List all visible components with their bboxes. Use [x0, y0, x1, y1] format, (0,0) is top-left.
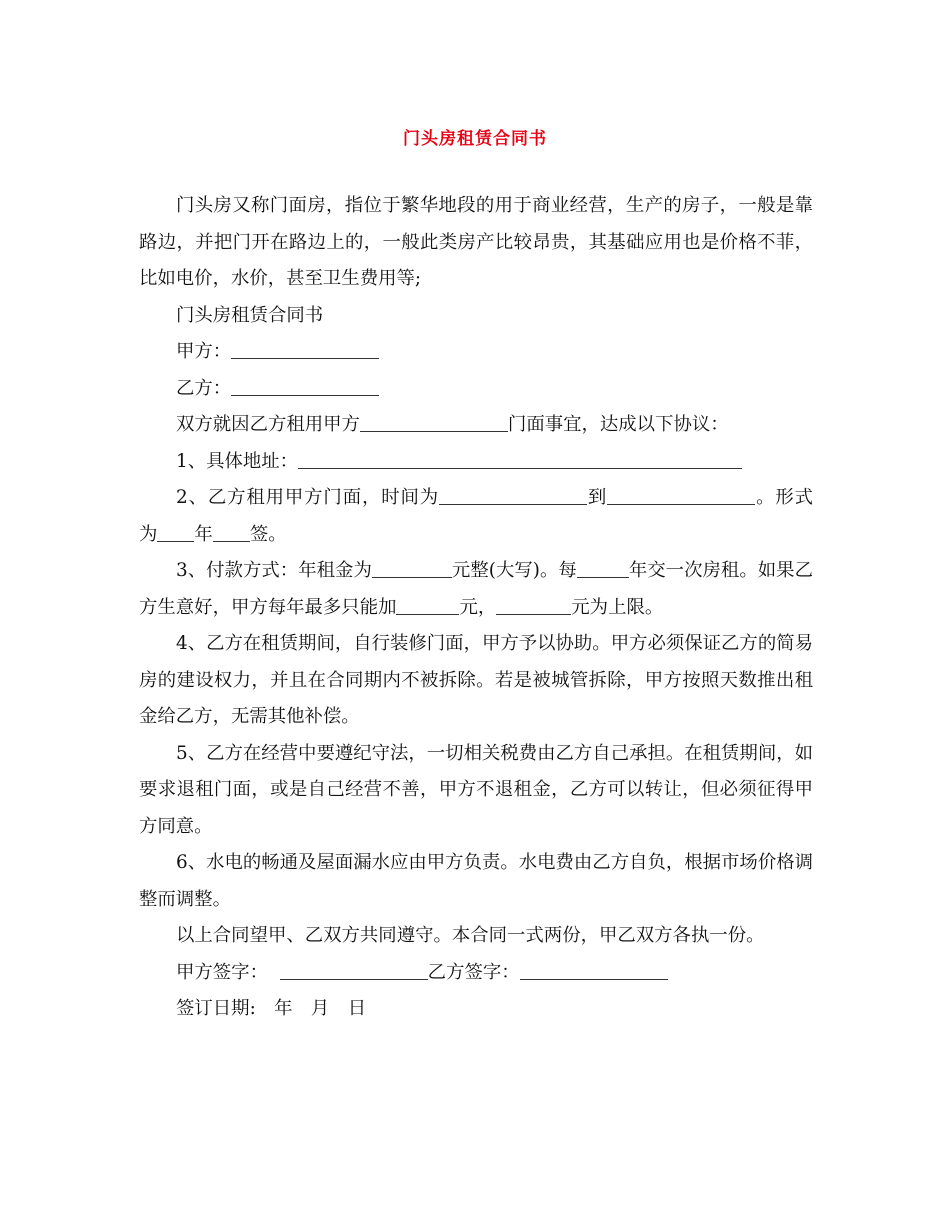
- clause-6: 6、水电的畅通及屋面漏水应由甲方负责。水电费由乙方自负，根据市场价格调整而调整。: [139, 852, 813, 910]
- period-blank: [577, 559, 629, 578]
- limit-blank: [496, 596, 571, 615]
- clause-3-text: 3、付款方式：年租金为: [176, 560, 372, 581]
- clause-1-label: 1、具体地址：: [176, 450, 299, 472]
- party-b-signature-blank: [520, 961, 668, 980]
- document-body: [139, 188, 813, 1028]
- party-b-blank: [231, 377, 379, 396]
- party-b-label: 乙方：: [176, 377, 232, 399]
- clause-3-text-c: 年交一次房租。如果乙方生意好，甲方每年最多只能加: [139, 560, 813, 618]
- agreement-line: [139, 407, 813, 444]
- clause-2-text: 2、乙方租用甲方门面，时间为: [176, 487, 440, 508]
- clause-3-text-e: 元为上限。: [571, 596, 664, 618]
- clause-2-year: 年: [194, 523, 213, 545]
- clause-2: [139, 480, 813, 553]
- start-date-blank: [439, 486, 587, 505]
- clause-5: 5、乙方在经营中要遵纪守法，一切相关税费由乙方自己承担。在租赁期间，如要求退租门面，或是自己经营不善，甲方不退租金，乙方可以转让，但必须征得甲方同意。: [139, 742, 813, 837]
- date-line: 签订日期: 年 月 日: [176, 998, 367, 1019]
- clause-3-text-d: 元，: [459, 596, 497, 618]
- document-title: 门头房租赁合同书: [403, 129, 547, 149]
- increase-blank: [396, 596, 459, 615]
- party-a-signature-blank: [280, 961, 428, 980]
- clause-2-to: 到: [587, 487, 608, 508]
- clause-3-text-b: 元整(大写)。每: [451, 560, 577, 581]
- agreement-blank: [360, 413, 508, 432]
- contract-heading: 门头房租赁合同书: [176, 304, 324, 326]
- party-b-line: [139, 371, 813, 408]
- agreement-text-end: 门面事宜，达成以下协议：: [507, 414, 729, 435]
- intro-paragraph: 门头房又称门面房，指位于繁华地段的用于商业经营，生产的房子，一般是靠路边，并把门开在路边上的，一般此类房产比较昂贵，其基础应用也是价格不菲，比如电价，水价，甚至卫生费用等;: [139, 195, 813, 289]
- party-a-blank: [231, 340, 379, 359]
- clause-2-end: 签。: [249, 523, 287, 545]
- end-date-blank: [607, 486, 755, 505]
- clause-2-form: 。形式为: [139, 487, 813, 545]
- years-blank: [157, 523, 194, 542]
- party-a-line: [139, 334, 813, 371]
- clause-3: [139, 553, 813, 626]
- agreement-text: 双方就因乙方租用甲方: [176, 414, 360, 435]
- rent-blank: [372, 559, 452, 578]
- address-blank: [298, 450, 742, 469]
- clause-1: [139, 444, 813, 481]
- party-a-signature-label: 甲方签字：: [176, 961, 268, 983]
- party-a-label: 甲方：: [176, 341, 232, 362]
- clause-4: 4、乙方在租赁期间，自行装修门面，甲方予以协助。甲方必须保证乙方的简易房的建设权力，并且在合同期内不被拆除。若是被城管拆除，甲方按照天数推出租金给乙方，无需其他补偿。: [139, 633, 813, 727]
- party-b-signature-label: 乙方签字：: [427, 961, 520, 983]
- signature-line: [139, 955, 813, 992]
- closing-paragraph: 以上合同望甲、乙双方共同遵守。本合同一式两份，甲乙双方各执一份。: [176, 925, 765, 946]
- sign-blank: [213, 523, 250, 542]
